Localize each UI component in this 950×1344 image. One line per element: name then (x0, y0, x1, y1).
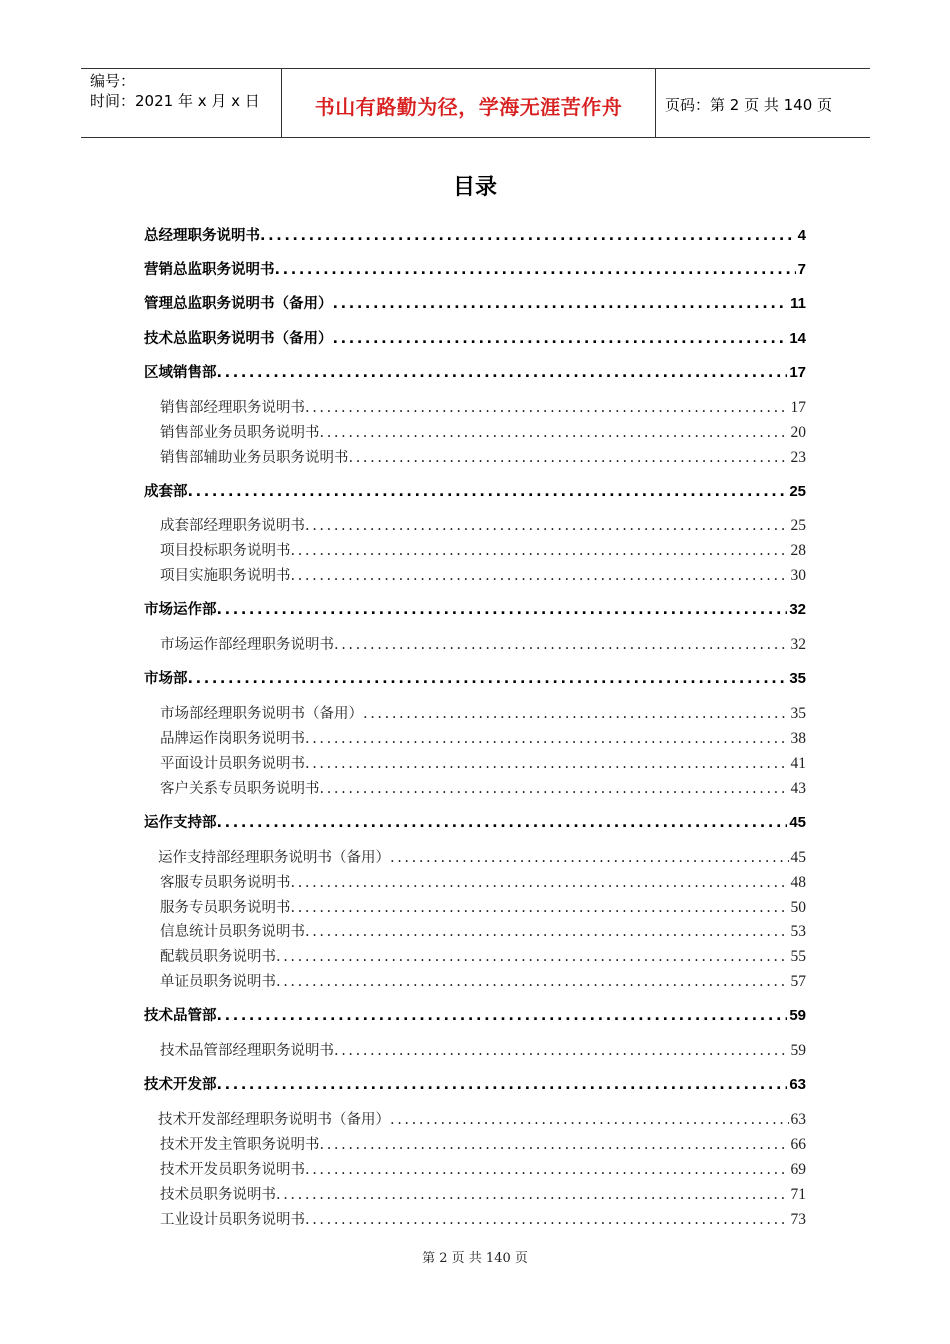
toc-entry-title: 销售部辅助业务员职务说明书 (160, 450, 349, 466)
toc-dot-leader (276, 974, 789, 990)
toc-dot-leader (291, 543, 789, 559)
toc-entry-page-number: 20 (790, 424, 806, 441)
toc-dot-leader (305, 518, 789, 534)
header-motto-cell (281, 69, 656, 137)
toc-entry-page-number: 38 (790, 730, 806, 747)
toc-section-entry[interactable] (144, 361, 806, 382)
header-page-cell (655, 69, 870, 137)
toc-dot-leader (217, 365, 788, 381)
toc-section-entry[interactable] (144, 224, 806, 245)
toc-dot-leader (305, 400, 789, 416)
toc-entry-title: 市场部 (144, 671, 188, 687)
toc-subsection-entry[interactable] (144, 777, 806, 798)
toc-subsection-entry[interactable] (144, 945, 806, 966)
toc-entry-title: 技术品管部经理职务说明书 (160, 1043, 334, 1059)
toc-entry-title: 市场部经理职务说明书（备用） (160, 706, 363, 722)
page-footer: 第 2 页 共 140 页 (422, 1251, 528, 1266)
toc-entry-title: 营销总监职务说明书 (144, 262, 275, 278)
toc-entry-page-number: 53 (790, 923, 806, 940)
toc-dot-leader (305, 756, 789, 772)
toc-entry-page-number: 28 (790, 542, 806, 559)
toc-entry-title: 品牌运作岗职务说明书 (160, 731, 305, 747)
toc-dot-leader (320, 1137, 789, 1153)
toc-entry-page-number: 66 (790, 1136, 806, 1153)
toc-subsection-entry[interactable] (144, 396, 806, 417)
toc-entry-title: 客服专员职务说明书 (160, 875, 291, 891)
toc-dot-leader (363, 706, 789, 722)
toc-dot-leader (320, 781, 789, 797)
header-meta-cell (81, 69, 281, 137)
toc-section-entry[interactable] (144, 1073, 806, 1094)
toc-dot-leader (217, 602, 788, 618)
toc-subsection-entry[interactable] (144, 752, 806, 773)
toc-dot-leader (217, 1077, 788, 1093)
toc-entry-title: 配载员职务说明书 (160, 949, 276, 965)
toc-dot-leader (305, 1212, 789, 1228)
toc-entry-title: 管理总监职务说明书（备用） (144, 296, 333, 312)
toc-entry-page-number: 59 (790, 1042, 806, 1059)
toc-entry-title: 技术开发员职务说明书 (160, 1162, 305, 1178)
toc-entry-page-number: 59 (789, 1007, 806, 1024)
toc-section-entry[interactable] (144, 292, 806, 313)
toc-entry-title: 项目实施职务说明书 (160, 568, 291, 584)
toc-entry-title: 单证员职务说明书 (160, 974, 276, 990)
toc-entry-page-number: 32 (790, 636, 806, 653)
toc-entry-page-number: 45 (789, 814, 806, 831)
toc-entry-title: 工业设计员职务说明书 (160, 1212, 305, 1228)
toc-entry-title: 运作支持部经理职务说明书（备用） (158, 850, 390, 866)
toc-subsection-entry[interactable] (144, 871, 806, 892)
toc-dot-leader (333, 331, 788, 347)
toc-dot-leader (305, 924, 789, 940)
toc-section-entry[interactable] (144, 598, 806, 619)
toc-entry-page-number: 7 (797, 261, 806, 278)
toc-subsection-entry[interactable] (144, 1108, 806, 1129)
toc-entry-title: 销售部业务员职务说明书 (160, 425, 320, 441)
toc-entry-title: 技术开发主管职务说明书 (160, 1137, 320, 1153)
toc-entry-title: 技术总监职务说明书（备用） (144, 331, 333, 347)
toc-dot-leader (291, 568, 789, 584)
toc-entry-page-number: 69 (790, 1161, 806, 1178)
toc-subsection-entry[interactable] (144, 1039, 806, 1060)
toc-entry-page-number: 45 (790, 849, 806, 866)
toc-dot-leader (320, 425, 789, 441)
toc-entry-title: 平面设计员职务说明书 (160, 756, 305, 772)
toc-subsection-entry[interactable] (144, 446, 806, 467)
toc-entry-page-number: 63 (790, 1111, 806, 1128)
toc-entry-page-number: 55 (790, 948, 806, 965)
toc-subsection-entry[interactable] (144, 1133, 806, 1154)
toc-entry-page-number: 17 (790, 399, 806, 416)
toc-subsection-entry[interactable] (144, 1158, 806, 1179)
toc-dot-leader (276, 1187, 789, 1203)
toc-dot-leader (217, 815, 788, 831)
toc-entry-title: 成套部 (144, 484, 188, 500)
toc-entry-title: 市场运作部 (144, 602, 217, 618)
toc-dot-leader (334, 637, 789, 653)
toc-entry-page-number: 48 (790, 874, 806, 891)
toc-dot-leader (333, 296, 789, 312)
toc-dot-leader (334, 1043, 789, 1059)
document-date: 时间：2021 年 x 月 x 日 (90, 92, 260, 110)
toc-subsection-entry[interactable] (144, 702, 806, 723)
toc-dot-leader (188, 484, 788, 500)
toc-entry-page-number: 25 (789, 483, 806, 500)
toc-entry-page-number: 41 (790, 755, 806, 772)
toc-entry-page-number: 17 (789, 364, 806, 381)
toc-entry-page-number: 11 (790, 295, 806, 312)
toc-dot-leader (390, 850, 789, 866)
toc-subsection-entry[interactable] (144, 970, 806, 991)
toc-dot-leader (305, 731, 789, 747)
toc-subsection-entry[interactable] (144, 896, 806, 917)
toc-entry-page-number: 25 (790, 517, 806, 534)
toc-dot-leader (305, 1162, 789, 1178)
toc-entry-page-number: 4 (797, 227, 806, 244)
toc-entry-page-number: 23 (790, 449, 806, 466)
toc-entry-page-number: 30 (790, 567, 806, 584)
toc-section-entry[interactable] (144, 327, 806, 348)
toc-subsection-entry[interactable] (144, 1208, 806, 1229)
toc-section-entry[interactable] (144, 258, 806, 279)
toc-entry-page-number: 63 (789, 1076, 806, 1093)
toc-section-entry[interactable] (144, 667, 806, 688)
toc-entry-title: 技术开发部 (144, 1077, 217, 1093)
toc-entry-title: 技术品管部 (144, 1008, 217, 1024)
toc-dot-leader (390, 1112, 789, 1128)
toc-dot-leader (260, 228, 796, 244)
toc-entry-title: 运作支持部 (144, 815, 217, 831)
toc-subsection-entry[interactable] (144, 920, 806, 941)
toc-dot-leader (188, 671, 788, 687)
toc-dot-leader (217, 1008, 788, 1024)
toc-subsection-entry[interactable] (144, 1183, 806, 1204)
toc-subsection-entry[interactable] (144, 846, 806, 867)
toc-entry-title: 总经理职务说明书 (144, 228, 260, 244)
toc-dot-leader (291, 900, 789, 916)
toc-entry-page-number: 35 (789, 670, 806, 687)
toc-dot-leader (275, 262, 796, 278)
header-motto: 书山有路勤为径，学海无涯苦作舟 (314, 95, 623, 119)
toc-entry-title: 服务专员职务说明书 (160, 900, 291, 916)
toc-entry-page-number: 43 (790, 780, 806, 797)
toc-entry-title: 成套部经理职务说明书 (160, 518, 305, 534)
toc-entry-page-number: 32 (789, 601, 806, 618)
toc-subsection-entry[interactable] (144, 539, 806, 560)
toc-dot-leader (276, 949, 789, 965)
page-header (81, 68, 870, 138)
toc-subsection-entry[interactable] (144, 564, 806, 585)
toc-entry-page-number: 57 (790, 973, 806, 990)
toc-entry-title: 项目投标职务说明书 (160, 543, 291, 559)
toc-entry-page-number: 73 (790, 1211, 806, 1228)
toc-entry-title: 客户关系专员职务说明书 (160, 781, 320, 797)
toc-entry-title: 市场运作部经理职务说明书 (160, 637, 334, 653)
toc-entry-page-number: 14 (789, 330, 806, 347)
header-page-info: 页码：第 2 页 共 140 页 (665, 96, 833, 114)
toc-section-entry[interactable] (144, 811, 806, 832)
toc-entry-title: 销售部经理职务说明书 (160, 400, 305, 416)
toc-entry-title: 信息统计员职务说明书 (160, 924, 305, 940)
toc-dot-leader (349, 450, 789, 466)
toc-entry-title: 技术员职务说明书 (160, 1187, 276, 1203)
toc-subsection-entry[interactable] (144, 727, 806, 748)
toc-dot-leader (291, 875, 789, 891)
toc-entry-page-number: 50 (790, 899, 806, 916)
toc-subsection-entry[interactable] (144, 514, 806, 535)
toc-section-entry[interactable] (144, 480, 806, 501)
toc-entry-title: 区域销售部 (144, 365, 217, 381)
document-number-label: 编号： (90, 72, 136, 90)
toc-entry-page-number: 35 (790, 705, 806, 722)
toc-section-entry[interactable] (144, 1004, 806, 1025)
toc-entry-page-number: 71 (790, 1186, 806, 1203)
toc-subsection-entry[interactable] (144, 421, 806, 442)
page-title: 目录 (452, 175, 497, 200)
toc-entry-title: 技术开发部经理职务说明书（备用） (158, 1112, 390, 1128)
toc-subsection-entry[interactable] (144, 633, 806, 654)
